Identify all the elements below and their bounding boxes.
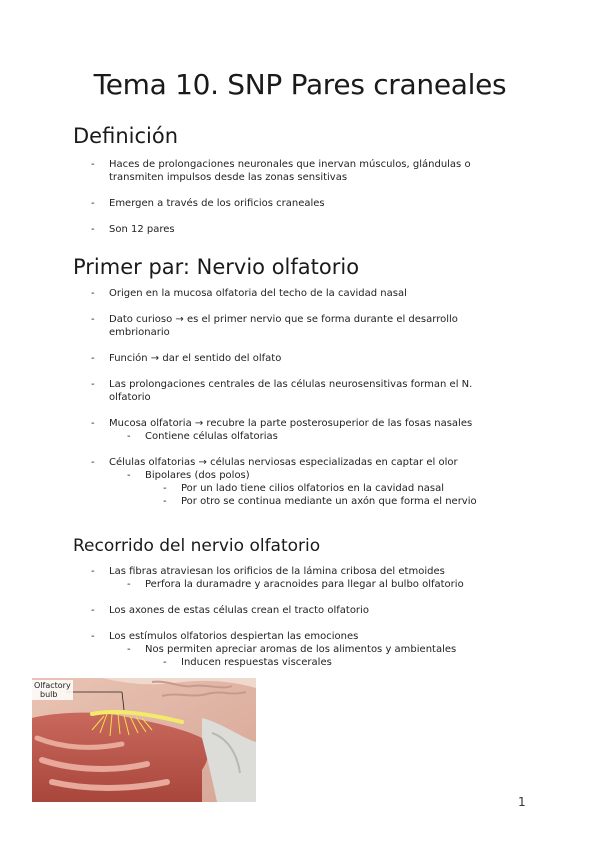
list-item-text: Células olfatorias → células nerviosas especializadas en captar el olor bbox=[109, 457, 458, 468]
sub-list-item: - Contiene células olfatorias bbox=[127, 430, 511, 443]
sub-list-item bbox=[127, 643, 511, 669]
olfactory-nerve-illustration bbox=[32, 678, 256, 802]
sub-list-item-text: Bipolares (dos polos) bbox=[145, 470, 250, 481]
section-heading-recorrido: Recorrido del nervio olfatorio bbox=[73, 536, 321, 556]
list-item: - Función → dar el sentido del olfato bbox=[91, 352, 511, 365]
list-item: - Dato curioso → es el primer nervio que se forma durante el desarrollo embrionario bbox=[91, 313, 511, 339]
list-item-text: Los estímulos olfatorios despiertan las emociones bbox=[109, 631, 359, 642]
list-item: - Los axones de estas células crean el tracto olfatorio bbox=[91, 604, 511, 617]
list-item: - Haces de prolongaciones neuronales que inervan músculos, glándulas o transmiten impulsos desde las zonas sensitivas bbox=[91, 158, 511, 184]
section-heading-primer-par: Primer par: Nervio olfatorio bbox=[73, 255, 360, 279]
recorrido-list bbox=[91, 565, 511, 682]
page-title: Tema 10. SNP Pares craneales bbox=[93, 68, 507, 101]
list-item: - Las prolongaciones centrales de las células neurosensitivas forman el N. olfatorio bbox=[91, 378, 511, 404]
list-item: - Son 12 pares bbox=[91, 223, 511, 236]
page-number: 1 bbox=[518, 795, 526, 809]
definicion-list bbox=[91, 158, 511, 249]
sub-list-item bbox=[127, 469, 511, 508]
section-heading-definicion: Definición bbox=[73, 124, 178, 148]
sub-sub-list-item: - Por otro se continua mediante un axón que forma el nervio bbox=[163, 495, 511, 508]
list-item-text: Las fibras atraviesan los orificios de la lámina cribosa del etmoides bbox=[109, 566, 445, 577]
sub-sub-list-item: - Inducen respuestas viscerales bbox=[163, 656, 511, 669]
list-item-text: Mucosa olfatoria → recubre la parte posterosuperior de las fosas nasales bbox=[109, 418, 473, 429]
sub-list-item-text: Nos permiten apreciar aromas de los alimentos y ambientales bbox=[145, 644, 457, 655]
list-item bbox=[91, 565, 511, 591]
list-item bbox=[91, 456, 511, 508]
list-item: - Origen en la mucosa olfatoria del techo de la cavidad nasal bbox=[91, 287, 511, 300]
list-item: - Emergen a través de los orificios craneales bbox=[91, 197, 511, 210]
figure-label-line-1: Olfactory bbox=[34, 681, 71, 690]
sub-sub-list-item: - Por un lado tiene cilios olfatorios en la cavidad nasal bbox=[163, 482, 511, 495]
figure-label bbox=[32, 680, 73, 700]
primer-par-list bbox=[91, 287, 511, 521]
sub-list-item: - Perfora la duramadre y aracnoides para llegar al bulbo olfatorio bbox=[127, 578, 511, 591]
figure-label-line-2: bulb bbox=[40, 690, 58, 699]
list-item bbox=[91, 417, 511, 443]
list-item bbox=[91, 630, 511, 669]
